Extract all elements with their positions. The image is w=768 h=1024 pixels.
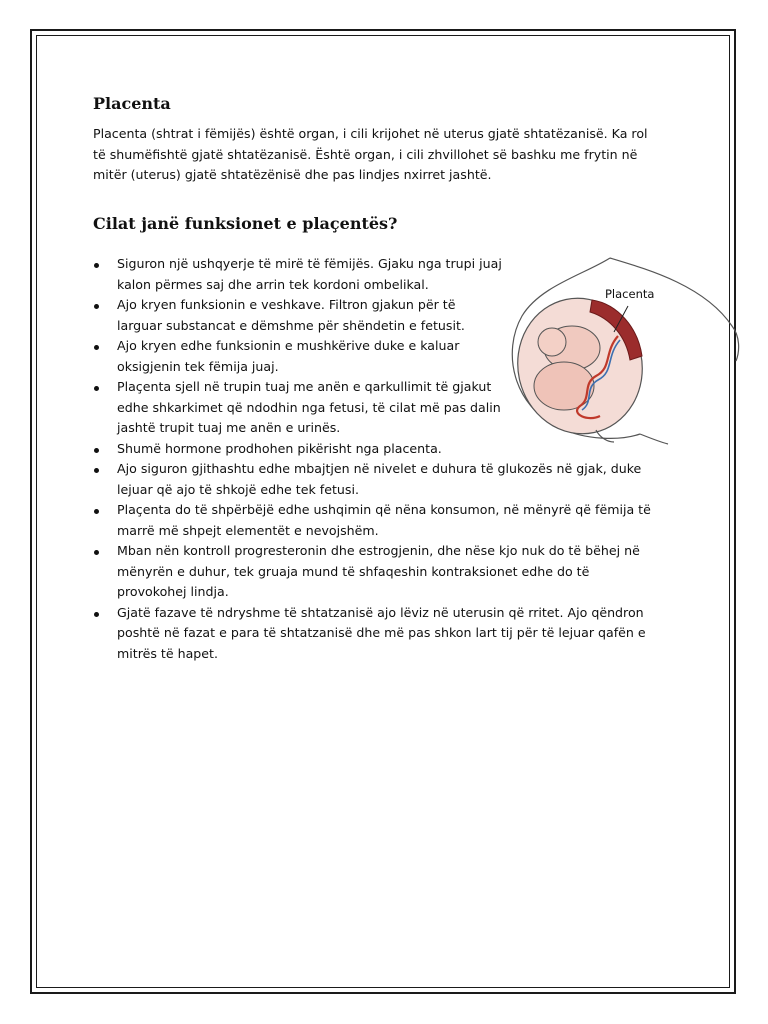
list-item: Plaçenta sjell në trupin tuaj me anën e qarkullimit të gjakut edhe shkarkimet që ndodhin nga fetusi, të cilat më pas dalin jashtë trupit tuaj me anën e urinës. [93, 377, 512, 439]
list-item: Siguron një ushqyerje të mirë të fëmijës. Gjaku nga trupi juaj kalon përmes saj dhe arrin tek kordoni ombelikal. [93, 254, 532, 295]
list-item: Ajo kryen edhe funksionin e mushkërive duke e kaluar oksigjenin tek fëmija juaj. [93, 336, 507, 377]
figure-label: Placenta [605, 287, 655, 301]
list-item: Gjatë fazave të ndryshme të shtatzanisë ajo lëviz në uterusin që rritet. Ajo qëndron poshtë në fazat e para të shtatzanisë dhe më pas shkon lart tij për të lejuar qafën e mitrës të hapet. [93, 603, 677, 665]
list-item: Plaçenta do të shpërbëjë edhe ushqimin që nëna konsumon, në mënyrë që fëmija të marrë më shpejt elementët e nevojshëm. [93, 500, 677, 541]
list-item: Mban nën kontroll progresteronin dhe estrogjenin, dhe nëse kjo nuk do të bëhej në mënyrën e duhur, tek gruaja mund të shfaqeshin kontraksionet edhe do të provokohej lindja. [93, 541, 662, 603]
list-item: Shumë hormone prodhohen pikërisht nga placenta. [93, 439, 673, 460]
list-item: Ajo kryen funksionin e veshkave. Filtron gjakun për të larguar substancat e dëmshme për shëndetin e fetusit. [93, 295, 489, 336]
page-title: Placenta [93, 94, 171, 113]
placenta-diagram [500, 256, 740, 446]
intro-paragraph: Placenta (shtrat i fëmijës) është organ, i cili krijohet në uterus gjatë shtatëzanisë. Ka rol të shumëfishtë gjatë shtatëzanisë. Është organ, i cili zhvillohet së bashku me frytin në mitër (uterus) gjatë shtatëzënisë dhe pas lindjes nxirret jashtë. [93, 126, 648, 182]
section-heading: Cilat janë funksionet e plaçentës? [93, 214, 398, 233]
list-item: Ajo siguron gjithashtu edhe mbajtjen në nivelet e duhura të glukozës në gjak, duke lejuar që ajo të shkojë edhe tek fetusi. [93, 459, 662, 500]
